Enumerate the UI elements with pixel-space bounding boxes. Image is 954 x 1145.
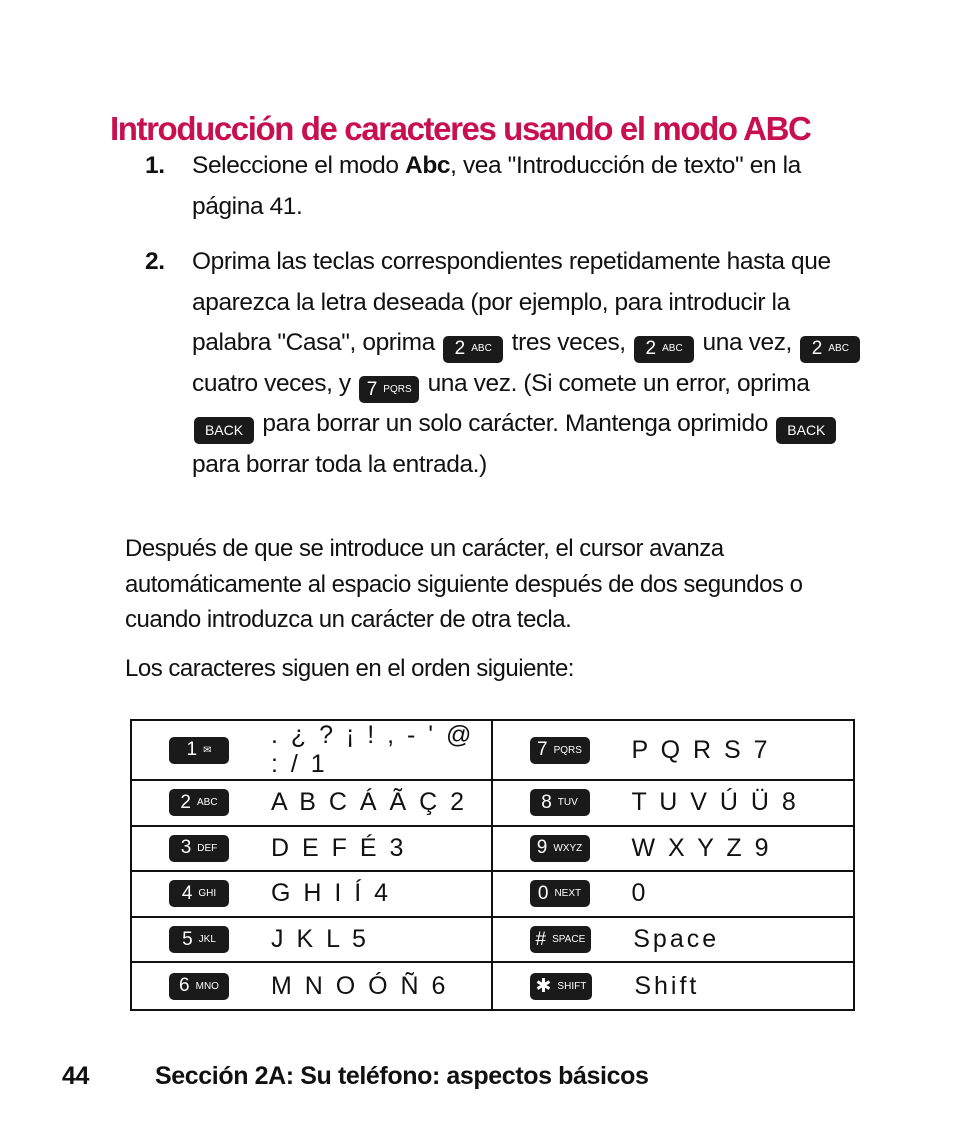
key-4-icon: [169, 880, 229, 907]
step-text-run: para borrar toda la entrada.): [192, 450, 487, 478]
key-5-icon: [169, 926, 229, 953]
key-2-icon: [443, 336, 503, 363]
step-text: [192, 146, 865, 227]
key-digit: 7: [537, 739, 548, 760]
key-label: WXYZ: [553, 842, 583, 854]
key-star-icon: [530, 973, 593, 1000]
key-label: GHI: [198, 888, 217, 900]
key-digit: 2: [454, 338, 466, 359]
key-characters: . ¿ ? ¡ ! , - ' @ : / 1: [271, 721, 475, 778]
key-pound-icon: [530, 926, 592, 953]
intro-paragraph: Después de que se introduce un carácter, el cursor avanza automáticamente al espacio siguiente después de dos segundos o cuando introduzca un carácter de otra tecla.: [125, 535, 803, 633]
key-label: TUV: [557, 797, 578, 809]
step-item: [145, 146, 865, 227]
key-label: ABC: [828, 343, 849, 354]
step-text-run: Seleccione el modo: [192, 152, 406, 179]
key-characters: P Q R S 7: [631, 735, 771, 764]
key-characters: Space: [633, 925, 720, 954]
steps-list: [145, 146, 865, 500]
key-characters: 0: [631, 879, 649, 908]
mode-name: Abc: [405, 152, 451, 179]
key-characters: J K L 5: [271, 925, 369, 954]
key-6-icon: [169, 973, 229, 1000]
table-cell: [493, 781, 854, 827]
page-number: 44: [62, 1062, 90, 1090]
key-back-icon: [194, 417, 254, 444]
key-label: ✉: [203, 744, 212, 756]
key-back-icon: [776, 417, 836, 444]
key-characters: A B C Á Ã Ç 2: [271, 788, 468, 817]
key-digit: 5: [182, 928, 193, 950]
step-text: [192, 242, 865, 485]
key-label: BACK: [787, 422, 826, 438]
key-digit: ✱: [535, 975, 552, 997]
key-digit: #: [535, 928, 547, 950]
table-cell: [493, 872, 854, 918]
key-7-icon: [530, 737, 590, 764]
key-digit: 3: [180, 837, 192, 859]
key-characters: M N O Ó Ñ 6: [271, 971, 449, 1000]
key-digit: 8: [541, 791, 552, 813]
table-cell: [493, 721, 854, 781]
step-text-run: una vez,: [696, 329, 799, 356]
step-text-run: para borrar un solo carácter. Mantenga oprimido: [256, 410, 775, 437]
key-3-icon: [169, 835, 229, 862]
step-text-run: una vez. (Si comete un error, oprima: [421, 369, 810, 397]
key-label: PQRS: [383, 383, 412, 395]
table-cell: [493, 918, 854, 964]
step-text-run: Oprima las teclas correspondientes repetidamente hasta que aparezca la letra deseada (por ejemplo, para introducir la palabra "Casa", oprima: [192, 248, 831, 356]
step-text-run: cuatro veces, y: [192, 369, 358, 397]
key-9-icon: [530, 835, 590, 862]
table-cell: [132, 781, 493, 827]
key-digit: 2: [645, 338, 657, 359]
key-characters: G H I Í 4: [271, 879, 392, 908]
key-digit: 4: [181, 882, 193, 904]
key-characters: Shift: [634, 971, 700, 1000]
step-text-run: , vea "Introducción de texto" en la página 41.: [192, 152, 801, 220]
key-label: SPACE: [552, 934, 586, 946]
key-label: MNO: [195, 980, 219, 992]
key-8-icon: [530, 789, 590, 816]
key-digit: 1: [186, 739, 198, 760]
key-0-icon: [530, 880, 590, 907]
table-cell: [493, 827, 854, 873]
key-characters: T U V Ú Ü 8: [631, 788, 799, 817]
key-digit: 7: [366, 378, 378, 400]
key-digit: 2: [811, 338, 823, 359]
step-text-run: tres veces,: [505, 329, 633, 356]
key-label: PQRS: [553, 744, 582, 756]
key-label: DEF: [197, 842, 218, 854]
table-cell: [132, 918, 493, 964]
page-title: Introducción de caracteres usando el modo ABC: [110, 110, 811, 148]
key-digit: 0: [537, 882, 549, 904]
key-digit: 9: [536, 837, 548, 859]
step-number: 1.: [145, 152, 165, 179]
order-paragraph: Los caracteres siguen en el orden siguiente:: [125, 655, 574, 682]
step-item: [145, 242, 865, 485]
key-digit: 2: [180, 791, 191, 813]
key-label: ABC: [471, 343, 492, 354]
key-label: NEXT: [554, 888, 582, 900]
key-label: ABC: [197, 797, 218, 809]
key-1-icon: [169, 737, 229, 764]
key-label: JKL: [198, 934, 216, 946]
key-label: BACK: [204, 422, 244, 438]
key-characters: D E F É 3: [271, 833, 407, 862]
table-cell: [132, 963, 493, 1009]
key-label: ABC: [662, 343, 683, 354]
key-7-icon: [359, 376, 419, 403]
section-title: Sección 2A: Su teléfono: aspectos básicos: [155, 1062, 649, 1090]
table-cell: [132, 721, 493, 781]
table-cell: [132, 872, 493, 918]
key-characters: W X Y Z 9: [631, 833, 772, 862]
key-digit: 6: [179, 975, 190, 997]
character-table: [130, 719, 855, 1011]
key-label: SHIFT: [557, 980, 587, 992]
table-cell: [493, 963, 854, 1009]
key-2-icon: [169, 789, 229, 816]
table-cell: [132, 827, 493, 873]
key-2-icon: [634, 336, 694, 363]
key-2-icon: [800, 336, 860, 363]
step-number: 2.: [145, 248, 165, 275]
